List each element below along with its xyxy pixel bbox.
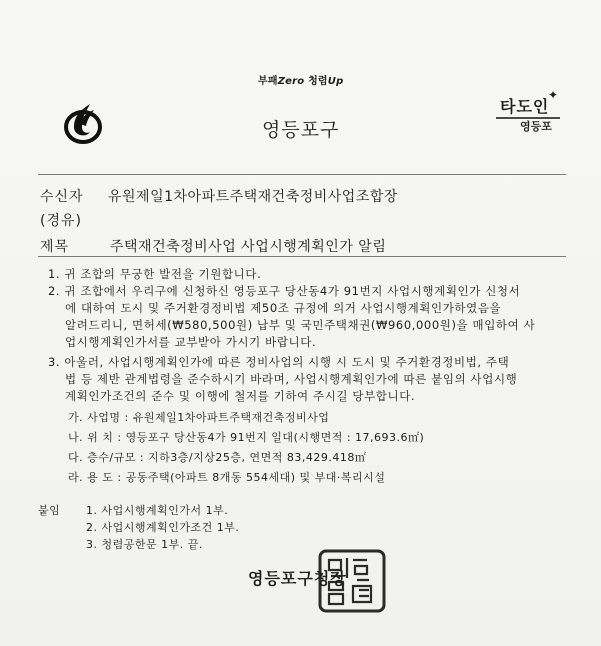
issuing-organization: 영등포구 [262, 119, 340, 141]
brand-logo [494, 88, 566, 138]
signature-organization: 영등포구청장 [248, 569, 347, 588]
detail-line: 나. 위 치 : 영등포구 당산동4가 91번지 일대(시행면적 : 17,693.6㎡) [68, 431, 425, 444]
subject-value: 주택재건축정비사업 사업시행계획인가 알림 [110, 239, 387, 255]
divider [38, 174, 566, 175]
subject-label: 제목 [40, 239, 70, 255]
brand-logo-sub: 영등포 [520, 120, 552, 133]
body-line: 알려드리니, 면허세(₩580,500원) 납부 및 국민주택채권(₩960,000원)을 매입하여 사 [65, 318, 536, 332]
recipient-value: 유원제일1차아파트주택재건축정비사업조합장 [108, 189, 398, 205]
body-line: 법 등 제반 관계법령을 준수하시기 바라며, 사업시행계획인가에 따른 붙임의 사업시행 [65, 372, 518, 386]
body-line: 계획인가조건의 준수 및 이행에 철저를 기하여 주시길 당부합니다. [65, 389, 416, 403]
body-line: 2. 귀 조합에서 우리구에 신청하신 영등포구 당산동4가 91번지 사업시행계획인가 신청서 [48, 284, 521, 298]
sparkle-icon: ✦ [548, 88, 559, 102]
attachment-item: 2. 사업시행계획인가조건 1부. [86, 521, 240, 534]
detail-line: 가. 사업명 : 유원제일1차아파트주택재건축정비사업 [68, 411, 330, 424]
body-line: 3. 아울러, 사업시행계획인가에 따른 정비사업의 시행 시 도시 및 주거환경정비법, 주택 [48, 355, 510, 369]
attachment-label: 붙임 [38, 504, 61, 517]
brand-logo-main: 타도인 [500, 97, 550, 116]
via-label: (경유) [40, 213, 82, 229]
divider [38, 256, 566, 257]
slogan: 부패Zero 청렴Up [258, 76, 344, 87]
body-line: 1. 귀 조합의 무궁한 발전을 기원합니다. [48, 267, 262, 281]
body-line: 에 대하여 도시 및 주거환경정비법 제50조 규정에 의거 사업시행계획인가하였음을 [65, 301, 502, 315]
recipient-label: 수신자 [40, 189, 84, 205]
attachment-item: 3. 청렴공한문 1부. 끝. [86, 538, 203, 551]
body-line: 업시행계획인가서를 교부받아 가시기 바랍니다. [65, 335, 317, 349]
detail-line: 라. 용 도 : 공동주택(아파트 8개동 554세대) 및 부대·복리시설 [68, 471, 386, 484]
attachment-item: 1. 사업시행계획인가서 1부. [86, 504, 229, 517]
district-emblem-icon [60, 100, 106, 146]
detail-line: 다. 층수/규모 : 지하3층/지상25층, 연면적 83,429.418㎡ [68, 451, 367, 464]
